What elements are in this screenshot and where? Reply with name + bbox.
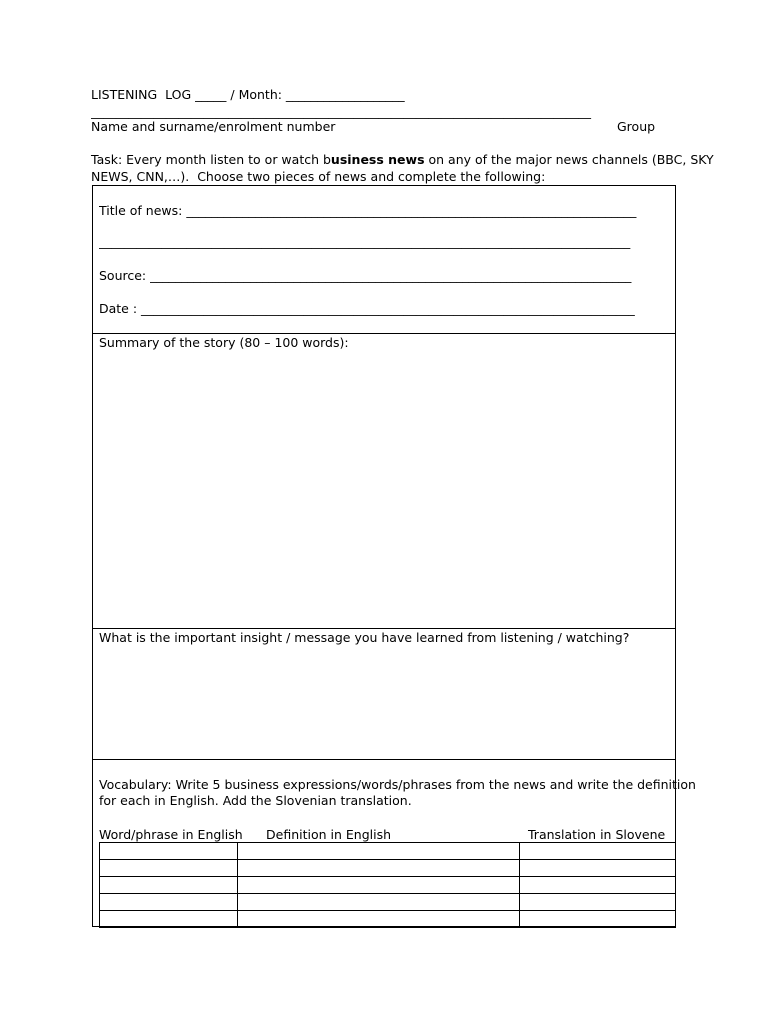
table-row [100,860,676,877]
word-cell[interactable] [100,843,238,860]
vocabulary-instructions-2: for each in English. Add the Slovenian translation. [99,793,412,808]
table-row [100,894,676,911]
translation-cell[interactable] [520,877,676,894]
group-label: Group [617,119,656,134]
name-label: Name and surname/enrolment number [91,119,336,134]
table-row [100,911,676,928]
insight-label: What is the important insight / message you have learned from listening / watching? [99,630,630,645]
word-cell[interactable] [100,860,238,877]
date-field[interactable]: Date : _______________________________________________________________________________ [99,301,635,316]
task-bold: usiness news [330,152,425,167]
table-row [100,877,676,894]
header-underline: ________________________________________________________________________________ [91,104,591,119]
translation-cell[interactable] [520,894,676,911]
log-title: LISTENING LOG _____ / Month: ___________________ [91,87,405,102]
column-header-word: Word/phrase in English [99,827,243,842]
log-form [92,185,696,927]
column-header-translation: Translation in Slovene [528,827,666,842]
vocabulary-instructions-1: Vocabulary: Write 5 business expressions/words/phrases from the news and write the definition [99,777,696,792]
summary-label: Summary of the story (80 – 100 words): [99,335,349,350]
translation-cell[interactable] [520,911,676,928]
column-header-definition: Definition in English [266,827,392,842]
definition-cell[interactable] [237,843,520,860]
translation-cell[interactable] [520,860,676,877]
translation-cell[interactable] [520,843,676,860]
word-cell[interactable] [100,894,238,911]
title-of-news-field[interactable]: Title of news: ________________________________________________________________________ [99,203,637,218]
definition-cell[interactable] [237,911,520,928]
source-field[interactable]: Source: _____________________________________________________________________________ [99,268,632,283]
table-row [100,843,676,860]
vocabulary-table [99,842,676,928]
definition-cell[interactable] [237,877,520,894]
definition-cell[interactable] [237,860,520,877]
section-divider [93,759,675,760]
task-prefix: Task: Every month listen to or watch b [91,152,331,167]
title-of-news-line-2[interactable]: _____________________________________________________________________________________ [99,234,631,249]
task-suffix: on any of the major news channels (BBC, SKY [424,152,714,167]
task-line-1 [91,151,714,168]
task-line-2: NEWS, CNN,…). Choose two pieces of news and complete the following: [91,169,546,184]
definition-cell[interactable] [237,894,520,911]
word-cell[interactable] [100,911,238,928]
word-cell[interactable] [100,877,238,894]
